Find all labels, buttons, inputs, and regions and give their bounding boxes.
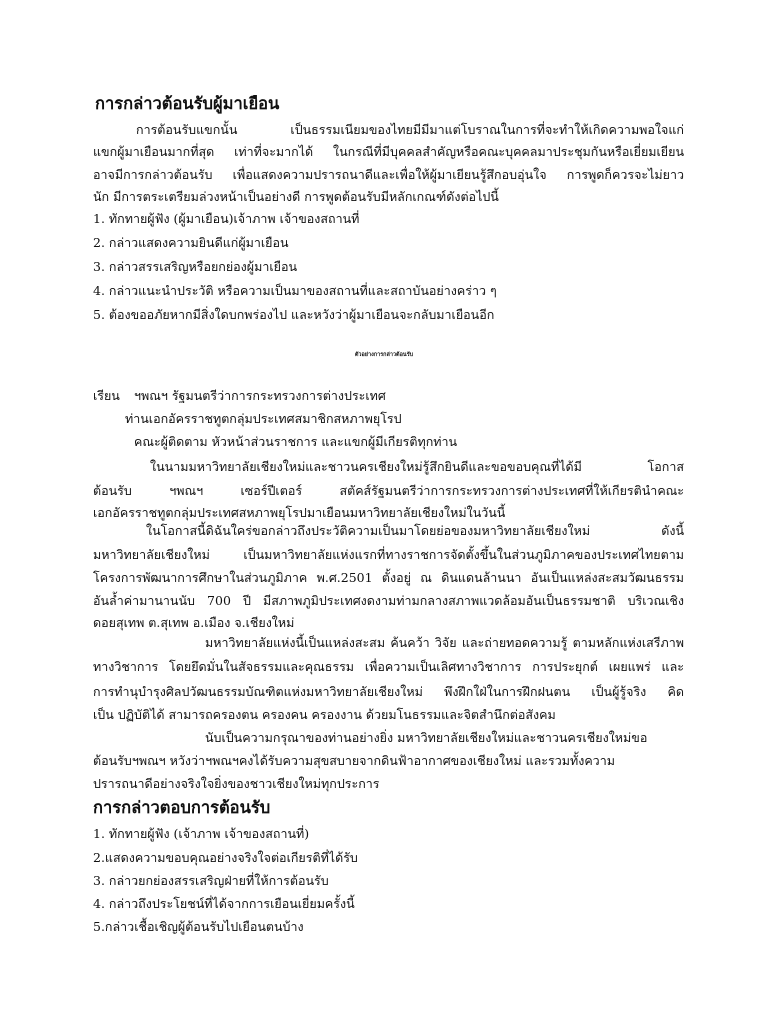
- example-paragraph-line: เอกอัครราชทูตกลุ่มประเทศสหภาพยุโรปมาเยือนมหาวิทยาลัยเชียงใหม่ในวันนี้: [93, 505, 506, 520]
- section1-paragraph-line: นัก มีการตระเตรียมล่วงหน้าเป็นอย่างดี การพูดต้อนรับมีหลักเกณฑ์ดังต่อไปนี้: [93, 189, 499, 204]
- section2-list-item: 1. ทักทายผู้ฟัง (เจ้าภาพ เจ้าของสถานที่): [93, 826, 310, 841]
- example-paragraph-line: ปรารถนาดีอย่างจริงใจยิ่งของชาวเชียงใหม่ทุกประการ: [93, 776, 380, 791]
- salutation-line: ท่านเอกอัครราชทูตกลุ่มประเทศสมาชิกสหภาพยุโรป: [125, 411, 402, 426]
- example-paragraph-line: โครงการพัฒนาการศึกษาในส่วนภูมิภาค พ.ศ.2501 ตั้งอยู่ ณ ดินแดนล้านนา อันเป็นแหล่งสะสมวัฒนธรรม: [93, 570, 684, 585]
- section1-heading: การกล่าวต้อนรับผู้มาเยือน: [95, 94, 280, 113]
- section2-list-item: 2.แสดงความขอบคุณอย่างจริงใจต่อเกียรติที่ได้รับ: [93, 850, 358, 865]
- section2-list-item: 4. กล่าวถึงประโยชน์ที่ได้จากการเยือนเยี่ยมครั้งนี้: [93, 896, 355, 911]
- example-paragraph-line: ดอยสุเทพ ต.สุเทพ อ.เมือง จ.เชียงใหม่: [93, 615, 295, 630]
- example-paragraph-line: นับเป็นความกรุณาของท่านอย่างยิ่ง มหาวิทยาลัยเชียงใหม่และชาวนครเชียงใหม่ขอ: [205, 730, 648, 745]
- example-paragraph-line: อันล้ำค่ามานานนับ 700 ปี มีสภาพภูมิประเทศงดงามท่ามกลางสภาพแวดล้อมอันเป็นธรรมชาติ บริเวณเชิง: [93, 593, 684, 608]
- section1-paragraph-line: อาจมีการกล่าวต้อนรับ เพื่อแสดงความปรารถนาดีและเพื่อให้ผู้มาเยียนรู้สึกอบอุ่นใจ การพูดก็ควรจะไม่ยาว: [93, 167, 684, 182]
- example-paragraph-line: การทำนุบำรุงศิลปวัฒนธรรมบัณฑิตแห่งมหาวิทยาลัยเชียงใหม่ พึงฝึกใฝ่ในการฝึกฝนตน เป็นผู้รู้จริง คิด: [93, 684, 684, 699]
- salutation-line: ฯพณฯ รัฐมนตรีว่าการกระทรวงการต่างประเทศ: [134, 388, 386, 403]
- section1-list-item: 4. กล่าวแนะนำประวัติ หรือความเป็นมาของสถานที่และสถาบันอย่างคร่าว ๆ: [93, 283, 497, 298]
- example-paragraph-line: มหาวิทยาลัยแห่งนี้เป็นแหล่งสะสม ค้นคว้า วิจัย และถ่ายทอดความรู้ ตามหลักแห่งเสรีภาพ: [205, 635, 684, 650]
- section1-list-item: 3. กล่าวสรรเสริญหรือยกย่องผู้มาเยือน: [93, 259, 298, 274]
- section1-list-item: 1. ทักทายผู้ฟัง (ผู้มาเยือน)เจ้าภาพ เจ้าของสถานที่: [93, 211, 360, 226]
- section1-paragraph-line: การต้อนรับแขกนั้น เป็นธรรมเนียมของไทยมีมีมาแต่โบราณในการที่จะทำให้เกิดความพอใจแก่: [136, 122, 684, 137]
- salutation-label: เรียน: [93, 388, 120, 403]
- section2-heading: การกล่าวตอบการต้อนรับ: [93, 798, 271, 817]
- section1-list-item: 5. ต้องขออภัยหากมีสิ่งใดบกพร่องไป และหวังว่าผู้มาเยือนจะกลับมาเยือนอีก: [93, 307, 495, 322]
- example-heading: ตัวอย่างการกล่าวต้อนรับ: [354, 352, 414, 358]
- example-paragraph-line: เป็น ปฏิบัติได้ สามารถครองตน ครองคน ครองงาน ด้วยมโนธรรมและจิตสำนึกต่อสังคม: [93, 707, 556, 722]
- example-paragraph-line: ต้อนรับ ฯพณฯ เซอร์ปีเตอร์ สตัคส์รัฐมนตรีว่าการกระทรวงการต่างประเทศที่ให้เกียรตินำคณะ: [93, 483, 684, 498]
- section2-list-item: 5.กล่าวเชื้อเชิญผู้ต้อนรับไปเยือนตนบ้าง: [93, 919, 304, 934]
- section1-paragraph-line: แขกผู้มาเยือนมากที่สุด เท่าที่จะมากได้ ในกรณีที่มีบุคคลสำคัญหรือคณะบุคคลมาประชุมกันหรือเยี่ยมเยียน: [93, 144, 684, 159]
- example-paragraph-line: มหาวิทยาลัยเชียงใหม่ เป็นมหาวิทยาลัยแห่งแรกที่ทางราชการจัดตั้งขึ้นในส่วนภูมิภาคของประเทศไทยตาม: [93, 547, 684, 562]
- example-paragraph-line: ทางวิชาการ โดยยึดมั่นในสัจธรรมและคุณธรรม เพื่อความเป็นเลิศทางวิชาการ การประยุกต์ เผยแพร่ และ: [93, 659, 684, 674]
- example-paragraph-line: ในโอกาสนี้ดิฉันใคร่ขอกล่าวถึงประวัติความเป็นมาโดยย่อของมหาวิทยาลัยเชียงใหม่ ดังนี้: [146, 523, 684, 538]
- section1-list-item: 2. กล่าวแสดงความยินดีแก่ผู้มาเยือน: [93, 235, 289, 250]
- section2-list-item: 3. กล่าวยกย่องสรรเสริญฝ่ายที่ให้การต้อนรับ: [93, 873, 329, 888]
- example-paragraph-line: ในนามมหาวิทยาลัยเชียงใหม่และชาวนครเชียงใหม่รู้สึกยินดีและขอขอบคุณที่ได้มี โอกาส: [150, 459, 684, 474]
- salutation-line: คณะผู้ติดตาม หัวหน้าส่วนราชการ และแขกผู้มีเกียรติทุกท่าน: [134, 434, 458, 449]
- example-paragraph-line: ต้อนรับฯพณฯ หวังว่าฯพณฯคงได้รับความสุขสบายจากดินฟ้าอากาศของเชียงใหม่ และรวมทั้งความ: [93, 753, 615, 768]
